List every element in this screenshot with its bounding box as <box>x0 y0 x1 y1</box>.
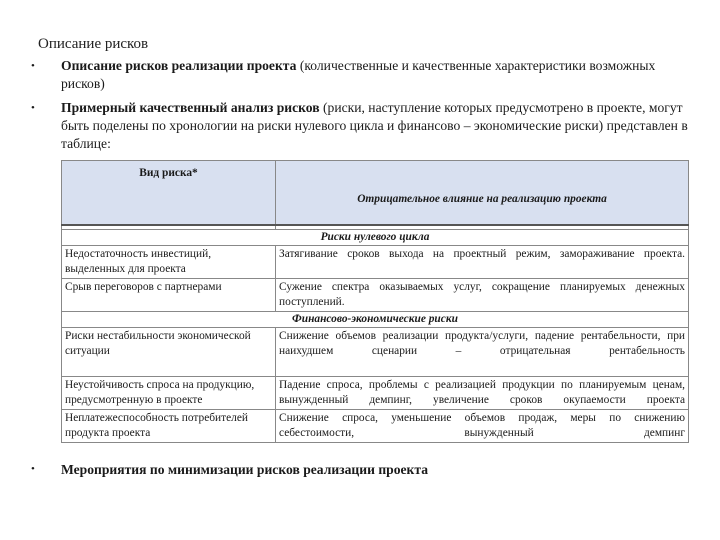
risk-cell: Недостаточность инвестиций, выделенных для проекта <box>62 246 276 279</box>
risk-cell: Срыв переговоров с партнерами <box>62 279 276 312</box>
bullet-item-mitigation <box>28 462 428 478</box>
bullet-text: (риски, наступление которых предусмотрено в проекте, могут быть поделены по хронологии на риски нулевого цикла и финансово – экономические риски) представлен в таблице: <box>61 100 688 151</box>
table-row <box>62 410 689 443</box>
impact-cell: Падение спроса, проблемы с реализацией продукции по планируемым ценам, вынужденный демпинг, увеличение сроков окупаемости проекта <box>276 377 689 410</box>
risk-cell: Неустойчивость спроса на продукцию, предусмотренную в проекте <box>62 377 276 410</box>
section-row-zero-cycle <box>62 230 689 246</box>
section-title: Риски нулевого цикла <box>62 230 689 246</box>
bullet-heading: Мероприятия по минимизации рисков реализации проекта <box>61 462 429 477</box>
bullet-heading: Примерный качественный анализ рисков <box>61 100 320 115</box>
header-negative-impact: Отрицательное влияние на реализацию проекта <box>276 161 689 226</box>
impact-cell: Сужение спектра оказываемых услуг, сокращение планируемых денежных поступлений. <box>276 279 689 312</box>
impact-cell: Снижение объемов реализации продукта/услуги, падение рентабельности, при наихудшем сценарии – отрицательная рентабельность <box>276 328 689 377</box>
section-title: Финансово-экономические риски <box>62 312 689 328</box>
page-title: Описание рисков <box>38 36 149 52</box>
bullet-item-risk-description <box>28 57 698 93</box>
section-row-financial <box>62 312 689 328</box>
table-row <box>62 279 689 312</box>
bullet-list <box>28 57 698 159</box>
impact-cell: Снижение спроса, уменьшение объемов продаж, меры по снижению себестоимости, вынужденный демпинг <box>276 410 689 443</box>
bullet-item-qualitative-analysis <box>28 99 698 153</box>
bullet-icon: • <box>31 102 35 114</box>
header-risk-type: Вид риска* <box>62 161 276 226</box>
table-row <box>62 246 689 279</box>
bullet-icon: • <box>31 60 35 72</box>
table-row <box>62 377 689 410</box>
bullet-text: (количественные и качественные характеристики возможных рисков) <box>61 58 656 91</box>
risk-table <box>61 160 689 443</box>
risk-cell: Риски нестабильности экономической ситуации <box>62 328 276 377</box>
impact-cell: Затягивание сроков выхода на проектный режим, замораживание проекта. <box>276 246 689 279</box>
table-row <box>62 328 689 377</box>
table-header-row <box>62 161 689 226</box>
bullet-icon: • <box>31 463 35 475</box>
bullet-heading: Описание рисков реализации проекта <box>61 58 297 73</box>
risk-cell: Неплатежеспособность потребителей продукта проекта <box>62 410 276 443</box>
